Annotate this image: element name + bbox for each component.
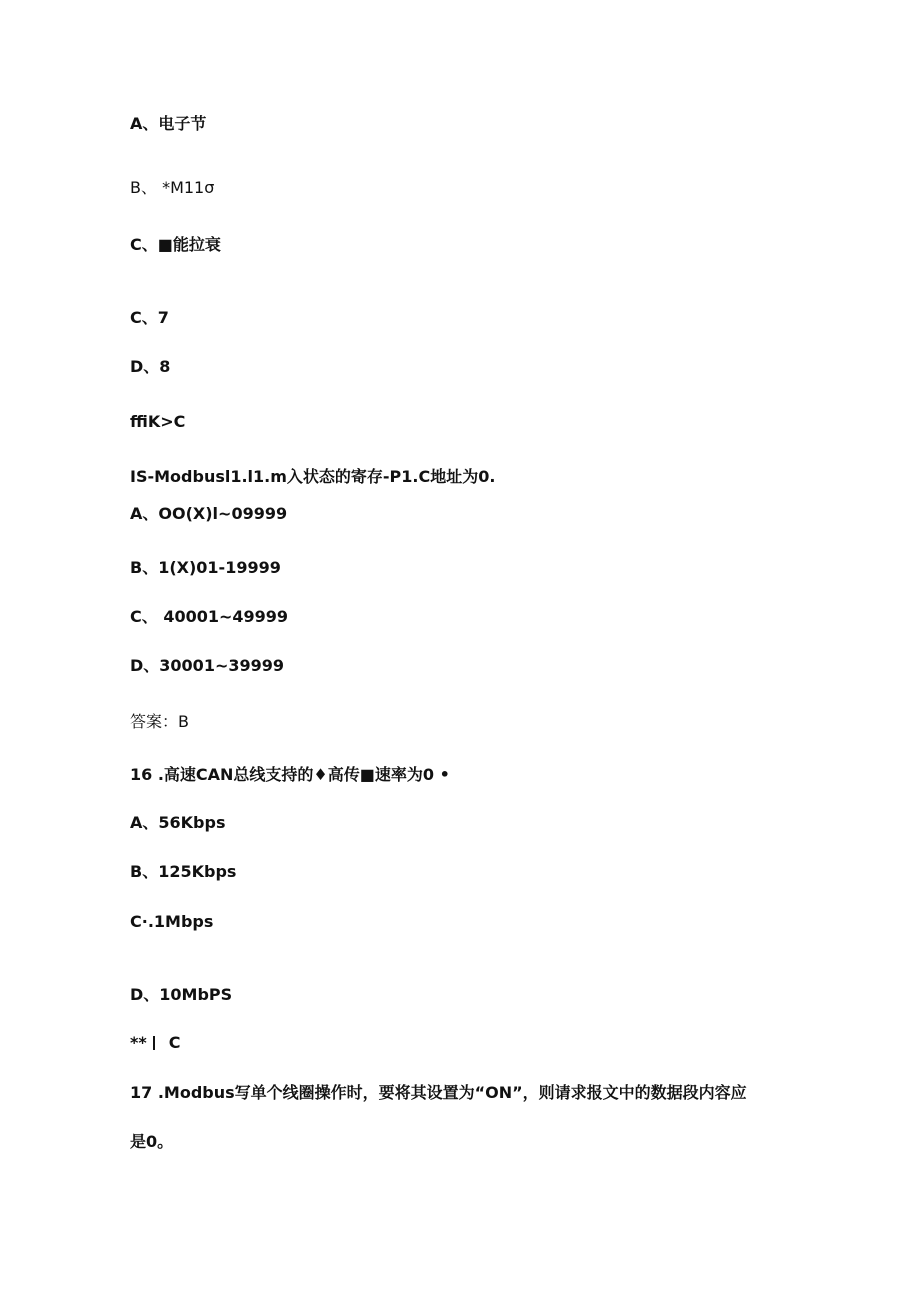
- question-17-continuation: 是0。: [130, 1132, 174, 1151]
- q16-option-c: C·.1Mbps: [130, 912, 214, 931]
- option-b-text: B、 *M11σ: [130, 178, 215, 197]
- q16-option-b: B、125Kbps: [130, 862, 237, 881]
- question-15-text: IS-Modbusl1.l1.m入状态的寄存-P1.C地址为0.: [130, 467, 496, 486]
- q15-option-c: C、 40001~49999: [130, 607, 289, 626]
- q16-answer-prefix: **: [130, 1033, 147, 1052]
- q16-answer: [130, 1032, 180, 1054]
- question-16-text: 16 .高速CAN总线支持的♦高传■速率为0 •: [130, 765, 450, 784]
- option-d-8: D、8: [130, 357, 171, 376]
- question-17-text: 17 .Modbus写单个线圈操作时，要将其设置为“ON”，则请求报文中的数据段内容应: [130, 1083, 747, 1102]
- q15-option-a: A、OO(X)l~09999: [130, 504, 288, 523]
- q16-option-a: A、56Kbps: [130, 813, 226, 832]
- option-c-text: C、■能拉衰: [130, 235, 221, 254]
- option-c-7: C、7: [130, 308, 169, 327]
- q16-answer-value: C: [168, 1033, 181, 1052]
- q15-answer: 答案：B: [130, 712, 189, 731]
- vertical-bar-icon: [153, 1036, 165, 1050]
- q15-option-d: D、30001~39999: [130, 656, 285, 675]
- option-a-text: A、电子节: [130, 114, 207, 133]
- answer-garbled: ffiK>C: [130, 412, 186, 431]
- q16-option-d: D、10MbPS: [130, 985, 233, 1004]
- q15-option-b: B、1(X)01-19999: [130, 558, 281, 577]
